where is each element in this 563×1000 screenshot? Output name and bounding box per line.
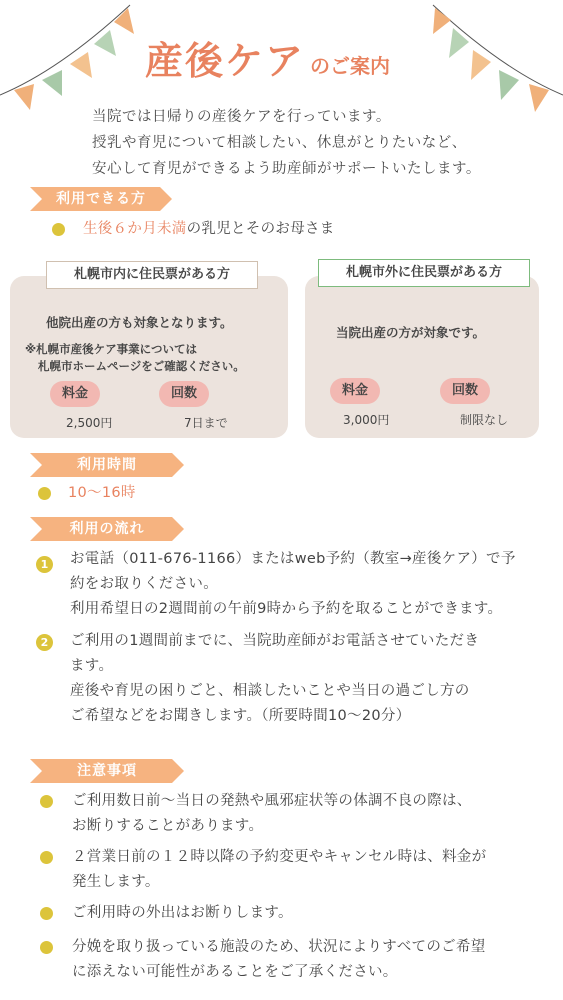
inside-banner: 札幌市内に住民票がある方 (46, 261, 258, 289)
flow-heading: 利用の流れ (42, 517, 172, 541)
bullet-icon (40, 907, 53, 920)
hours-heading: 利用時間 (42, 453, 172, 477)
notes-heading: 注意事項 (42, 759, 172, 783)
eligible-highlight: 生後６か月未満 (83, 221, 187, 237)
note-item (72, 935, 486, 985)
note-item (72, 789, 472, 839)
flow-step-line: ご利用の1週間前までに、当院助産師がお電話させていただき (70, 633, 480, 649)
step-number-badge: 2 (36, 634, 53, 651)
inside-note-line1: ※札幌市産後ケア事業については (25, 342, 197, 356)
flow-step-2 (70, 629, 479, 729)
bunting-left-decoration (0, 0, 150, 120)
bullet-icon (40, 851, 53, 864)
inside-fee-label: 料金 (50, 381, 100, 407)
inside-line1: 他院出産の方も対象となります。 (46, 315, 233, 330)
flow-step-line: 利用希望日の2週間前の午前9時から予約を取ることができます。 (70, 601, 503, 617)
note-line: お断りすることがあります。 (72, 818, 264, 834)
flow-step-line: ます。 (70, 658, 114, 674)
note-line: ２営業日前の１２時以降の予約変更やキャンセル時は、料金が (72, 849, 487, 865)
inside-count-label: 回数 (159, 381, 209, 407)
eligible-item (83, 217, 335, 242)
bullet-icon (38, 487, 51, 500)
note-line: ご利用時の外出はお断りします。 (72, 905, 293, 921)
outside-fee-label: 料金 (330, 378, 380, 404)
step-number-badge: 1 (36, 556, 53, 573)
outside-line1: 当院出産の方が対象です。 (336, 325, 486, 340)
flow-step-line: お電話（011-676-1166）またはweb予約（教室→産後ケア）で予 (70, 551, 516, 567)
bullet-icon (52, 223, 65, 236)
note-item (72, 845, 486, 895)
intro-line: 授乳や育児について相談したい、休息がとりたいなど、 (92, 135, 467, 151)
outside-count-value: 制限なし (460, 413, 509, 427)
page-title: 産後ケア (145, 39, 306, 83)
note-item (72, 901, 293, 926)
intro-text (92, 104, 481, 182)
outside-fee-value: 3,000円 (343, 413, 390, 427)
eligible-rest: の乳児とそのお母さま (186, 221, 335, 237)
bullet-icon (40, 795, 53, 808)
intro-line: 当院では日帰りの産後ケアを行っています。 (92, 109, 391, 125)
note-line: に添えない可能性があることをご了承ください。 (72, 964, 398, 980)
inside-count-value: 7日まで (184, 416, 228, 430)
flow-step-line: ご希望などをお聞きします。（所要時間10〜20分） (70, 708, 411, 724)
note-line: ご利用数日前〜当日の発熱や風邪症状等の体調不良の際は、 (72, 793, 472, 809)
note-line: 分娩を取り扱っている施設のため、状況によりすべてのご希望 (72, 939, 486, 955)
hours-value: 10〜16時 (68, 485, 136, 501)
flow-step-line: 約をお取りください。 (70, 576, 218, 592)
intro-line: 安心して育児ができるよう助産師がサポートいたします。 (92, 161, 481, 177)
inside-note-line2: 札幌市ホームページをご確認ください。 (38, 359, 245, 373)
outside-count-label: 回数 (440, 378, 490, 404)
flow-step-1 (70, 547, 516, 622)
page-subtitle: のご案内 (310, 54, 390, 78)
note-line: 発生します。 (72, 874, 160, 890)
outside-banner: 札幌市外に住民票がある方 (318, 259, 530, 287)
inside-fee-value: 2,500円 (66, 416, 113, 430)
bullet-icon (40, 941, 53, 954)
bunting-right-decoration (413, 0, 563, 120)
flow-step-line: 産後や育児の困りごと、相談したいことや当日の過ごし方の (70, 683, 470, 699)
eligible-heading: 利用できる方 (42, 187, 160, 211)
